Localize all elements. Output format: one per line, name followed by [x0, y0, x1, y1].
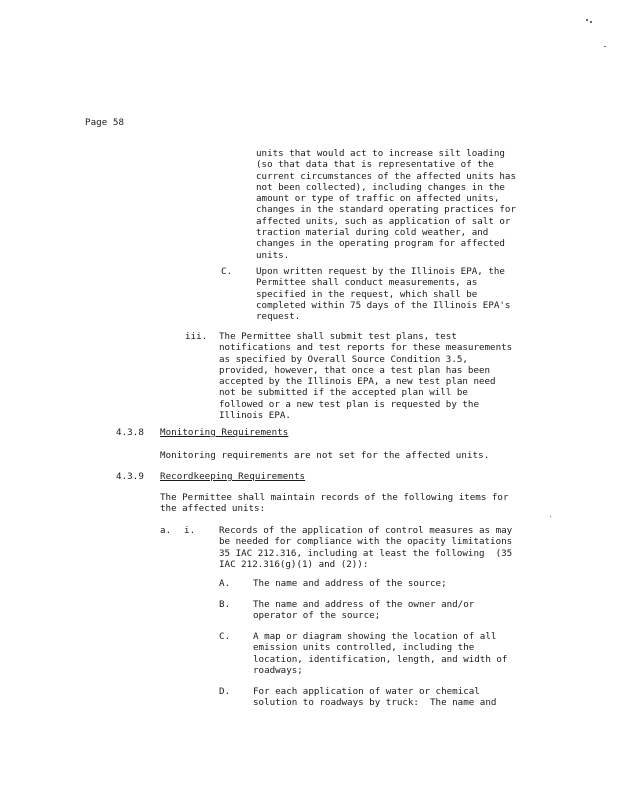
text-line: The Permittee shall maintain records of the following items for [160, 492, 509, 503]
text-line: 35 IAC 212.316, including at least the following (35 [219, 547, 513, 559]
item-b-continuation [256, 148, 516, 261]
section-4-3-9-heading: Recordkeeping Requirements [160, 471, 306, 482]
item-A-text [253, 578, 447, 589]
item-D-text [253, 686, 496, 709]
text-line: current circumstances of the affected units has [256, 170, 516, 182]
text-line: Permittee shall conduct measurements, as [256, 277, 478, 289]
text-line: (so that data that is representative of the [256, 159, 494, 171]
item-c-marker: C. [221, 266, 233, 277]
text-line: followed or a new test plan is requested by the [219, 398, 479, 410]
text-line: Records of the application of control measures as may [219, 525, 513, 536]
section-4-3-8-body: Monitoring requirements are not set for the affected units. [160, 450, 490, 461]
section-4-3-9-number: 4.3.9 [116, 471, 144, 482]
item-iii-text [219, 331, 512, 421]
item-a-marker: a. [160, 525, 172, 536]
text-line: location, identification, length, and width of [253, 653, 508, 665]
text-line: For each application of water or chemical [253, 686, 480, 697]
text-line: units. [256, 249, 290, 261]
text-line: completed within 75 days of the Illinois EPA's [256, 299, 511, 311]
text-line: operator of the source; [253, 610, 381, 622]
item-B-marker: B. [219, 599, 231, 610]
text-line: traction material during cold weather, and [256, 227, 489, 239]
scan-speck [604, 46, 606, 47]
text-line: The name and address of the source; [253, 578, 447, 589]
text-line: A map or diagram showing the location of all [253, 631, 497, 642]
item-A-marker: A. [219, 578, 231, 589]
section-4-3-9-intro [160, 492, 508, 515]
text-line: IAC 212.316(g)(1) and (2)): [219, 558, 369, 570]
text-line: amount or type of traffic on affected units, [256, 193, 500, 205]
text-line: as specified by Overall Source Condition 3.5, [219, 353, 468, 365]
page-number: Page 58 [85, 117, 125, 128]
scan-speck [586, 19, 588, 21]
text-line: The Permittee shall submit test plans, test [219, 331, 457, 342]
text-line: be needed for compliance with the opacity limitations [219, 536, 513, 548]
item-a-i-text [219, 525, 512, 570]
text-line: notifications and test reports for these measurements [219, 342, 513, 354]
text-line: request. [256, 311, 301, 323]
item-D-marker: D. [219, 686, 231, 697]
text-line: accepted by the Illinois EPA, a new test plan need [219, 376, 496, 388]
text-line: not be submitted if the accepted plan will be [219, 387, 468, 399]
item-C2-marker: C. [219, 631, 231, 642]
item-B-text [253, 599, 474, 622]
text-line: emission units controlled, including the [253, 642, 475, 654]
item-C2-text [253, 631, 507, 676]
text-line: not been collected), including changes in the [256, 181, 505, 193]
text-line: roadways; [253, 664, 303, 676]
text-line: changes in the operating program for affected [256, 238, 505, 250]
text-line: changes in the standard operating practices for [256, 204, 516, 216]
scan-speck [590, 21, 592, 23]
item-i-marker: i. [184, 525, 196, 536]
text-line: The name and address of the owner and/or [253, 599, 475, 610]
text-line: Upon written request by the Illinois EPA, the [256, 266, 505, 277]
section-4-3-8-number: 4.3.8 [116, 427, 144, 438]
text-line: solution to roadways by truck: The name and [253, 697, 497, 709]
text-line: units that would act to increase silt loading [256, 148, 505, 159]
text-line: Illinois EPA. [219, 410, 291, 422]
text-line: specified in the request, which shall be [256, 288, 478, 300]
item-iii-marker: iii. [185, 331, 208, 342]
text-line: provided, however, that once a test plan has been [219, 364, 491, 376]
item-c-text [256, 266, 510, 322]
text-line: the affected units: [160, 503, 266, 515]
scan-speck [550, 516, 551, 517]
text-line: affected units, such as application of salt or [256, 215, 511, 227]
section-4-3-8-heading: Monitoring Requirements [160, 427, 289, 438]
